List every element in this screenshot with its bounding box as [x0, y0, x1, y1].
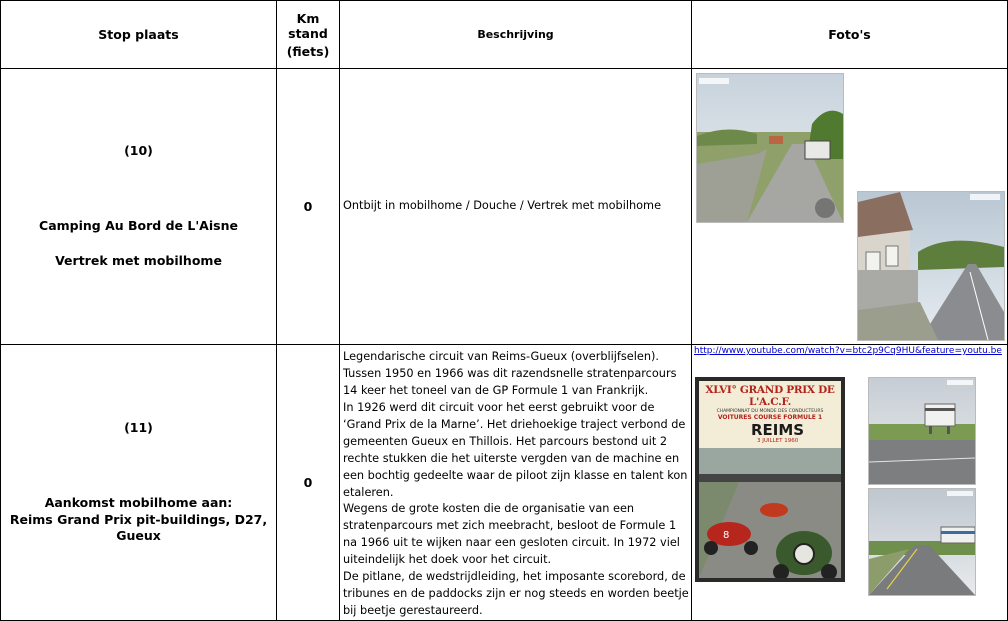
header-stop: Stop plaats: [1, 1, 277, 69]
table-row: [1, 69, 1008, 345]
km-cell: 0: [277, 69, 340, 345]
description-paragraph: De pitlane, de wedstrijdleiding, het imposante scorebord, de tribunes en de paddocks zijn er nog steeds en worden beetje bij beetje gerestaureerd.: [343, 570, 689, 618]
stop-number: (11): [124, 419, 153, 435]
stop-arrival-label: Aankomst mobilhome aan:: [44, 494, 233, 510]
youtube-link[interactable]: http://www.youtube.com/watch?v=btc2p9Cq9HU&feature=youtu.be: [694, 346, 1002, 356]
poster-race-illustration: [699, 448, 841, 578]
photos-cell: [692, 69, 1008, 345]
stop-place: Reims Grand Prix pit-buildings, D27, Gueux: [9, 511, 268, 544]
description-cell: [340, 345, 692, 621]
description-paragraph: In 1926 werd dit circuit voor het eerst gebruikt voor de ‘Grand Prix de la Marne’. Het driehoekige traject verbond de gemeenten Gueux en Thillois. Het parcours bestond uit 2 rechte stukken die het uiterste vergden van de machine en een bochtig gedeelte waar de piloot zijn klasse en talent kon etaleren.: [343, 400, 688, 499]
header-km: [277, 1, 340, 69]
stop-cell: [1, 69, 277, 345]
campsite-road-photo: [696, 73, 844, 223]
stop-note: Vertrek met mobilhome: [55, 252, 222, 268]
km-cell: 0: [277, 345, 340, 621]
description-cell: [340, 69, 692, 345]
photos-cell: [692, 345, 1008, 621]
header-km-line1: Km stand: [288, 10, 328, 41]
poster-city: REIMS: [751, 421, 805, 440]
pit-building-photo: [868, 377, 976, 485]
stop-number: (10): [124, 143, 153, 159]
header-km-line2: (fiets): [286, 43, 330, 59]
stop-cell: [1, 345, 277, 621]
poster-subtitle: CHAMPIONNAT DU MONDE DES CONDUCTEURS: [716, 409, 824, 415]
description-paragraph: Legendarische circuit van Reims-Gueux (overblijfselen). Tussen 1950 en 1966 was dit razendsnelle stratenparcours 14 keer het toneel van de GP Formule 1 van Frankrijk.: [343, 350, 677, 397]
poster-date: 3 JUILLET 1960: [757, 438, 799, 445]
poster-title: XLVI° GRAND PRIX DE L'A.C.F.: [705, 384, 835, 408]
description-text: Ontbijt in mobilhome / Douche / Vertrek met mobilhome: [343, 199, 662, 213]
header-photos: Foto's: [692, 1, 1008, 69]
header-description: Beschrijving: [340, 1, 692, 69]
pit-road-photo: [868, 488, 976, 596]
description-paragraph: Wegens de grote kosten die de organisatie van een stratenparcours met zich meebracht, besloot de Formule 1 na 1966 uit te wijken naar een gesloten circuit. In 1972 viel uiteindelijk het doek voor het circuit.: [343, 502, 680, 567]
stop-place: Camping Au Bord de L'Aisne: [39, 218, 238, 234]
grand-prix-poster: [695, 377, 845, 582]
header-row: [1, 1, 1008, 69]
village-street-photo: [857, 191, 1005, 341]
svg-text:8: 8: [723, 530, 730, 541]
table-row: [1, 345, 1008, 621]
poster-formula: VOITURES COURSE FORMULE 1: [717, 414, 823, 422]
